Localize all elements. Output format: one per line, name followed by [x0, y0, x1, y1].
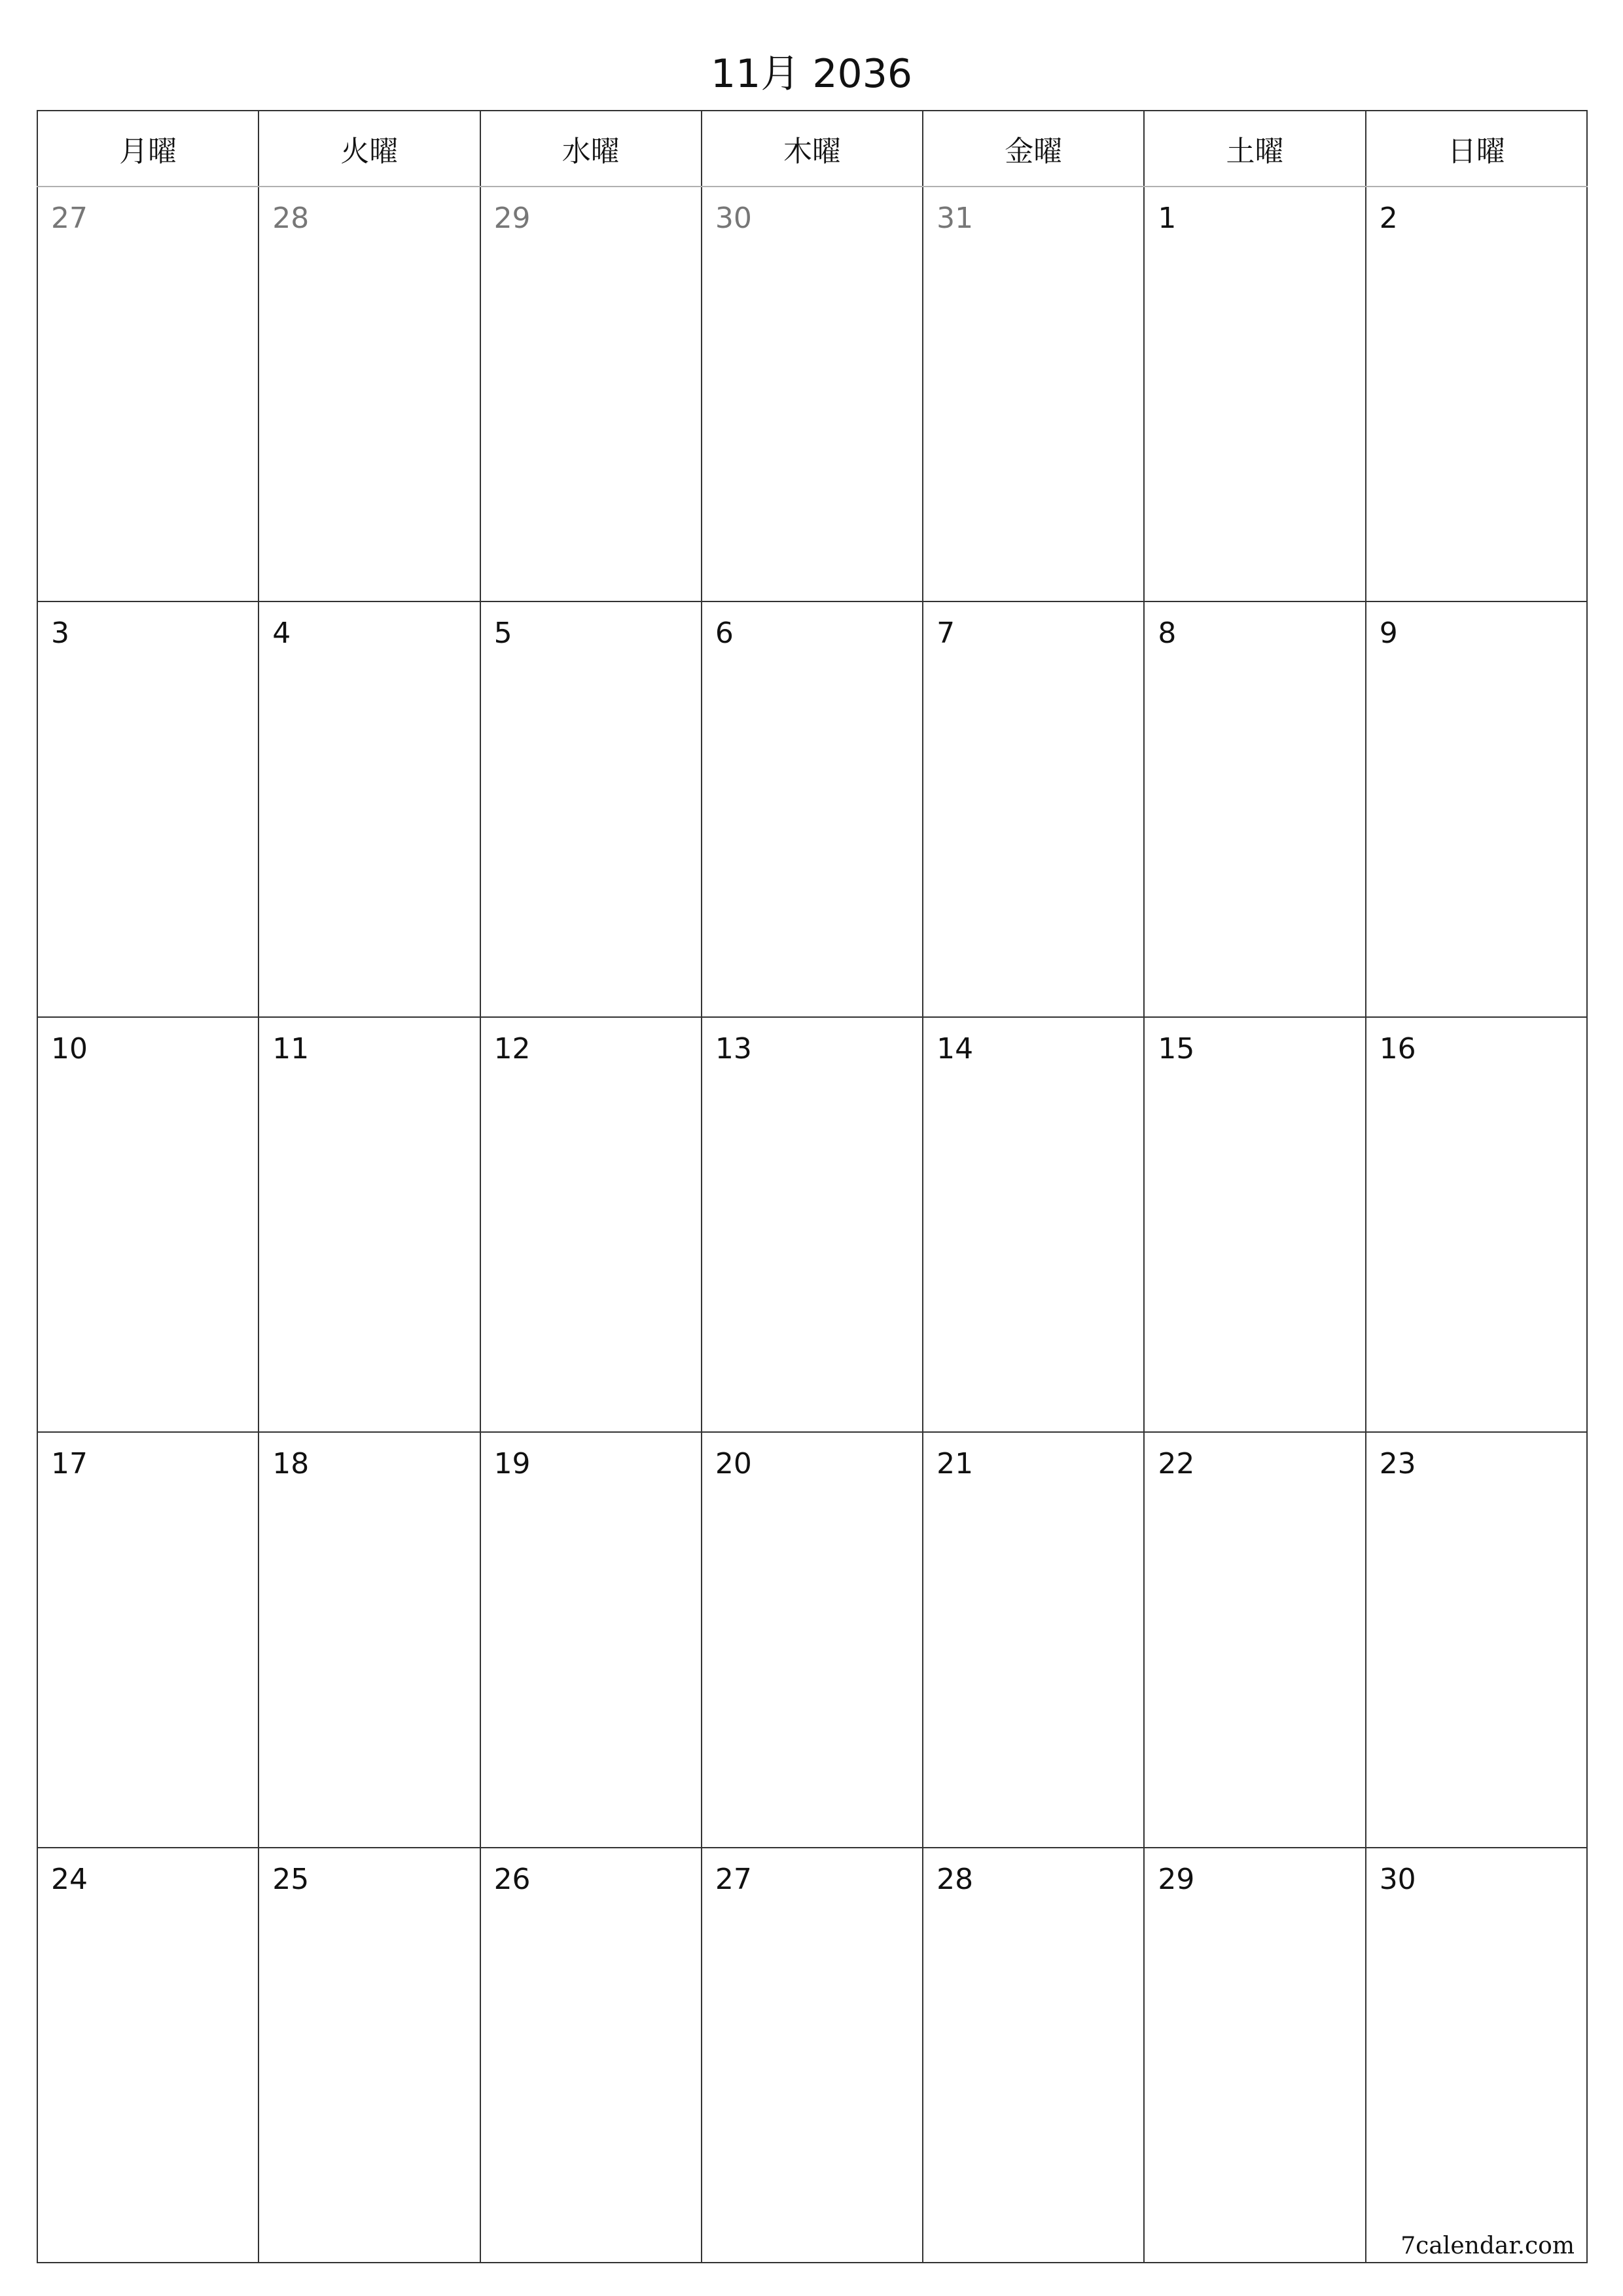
weekday-tuesday: 火曜 [259, 111, 480, 187]
day-cell[interactable] [480, 601, 702, 1016]
day-cell[interactable] [1144, 1432, 1365, 1847]
week-row [37, 601, 1587, 1016]
day-number: 8 [1158, 617, 1177, 651]
calendar-title: 11月 2036 [710, 51, 913, 97]
day-number: 27 [715, 1862, 752, 1896]
week-row [37, 1017, 1587, 1432]
day-number: 21 [936, 1447, 974, 1481]
day-number: 10 [51, 1031, 88, 1066]
week-row [37, 1848, 1587, 2263]
day-cell[interactable] [1366, 601, 1587, 1016]
day-number: 27 [51, 202, 88, 235]
day-number: 2 [1379, 202, 1398, 235]
day-number: 29 [1158, 1862, 1195, 1896]
day-cell[interactable] [37, 1848, 259, 2263]
day-cell[interactable] [702, 1432, 923, 1847]
day-cell[interactable] [259, 187, 480, 601]
day-number: 13 [715, 1031, 752, 1066]
day-number: 16 [1379, 1031, 1416, 1066]
day-cell[interactable] [923, 1432, 1144, 1847]
day-cell[interactable] [923, 187, 1144, 601]
day-cell[interactable] [702, 1017, 923, 1432]
day-cell[interactable] [1144, 1848, 1365, 2263]
day-cell[interactable] [259, 1848, 480, 2263]
day-cell[interactable] [259, 1017, 480, 1432]
day-cell[interactable] [702, 187, 923, 601]
week-row [37, 1432, 1587, 1847]
day-cell[interactable] [923, 601, 1144, 1016]
day-number: 7 [936, 617, 955, 651]
day-number: 29 [493, 202, 531, 235]
day-number: 31 [936, 202, 974, 235]
day-number: 9 [1379, 617, 1398, 651]
day-cell[interactable] [259, 1432, 480, 1847]
day-number: 30 [715, 202, 752, 235]
weekday-thursday: 木曜 [702, 111, 923, 187]
day-number: 12 [493, 1031, 531, 1066]
day-number: 14 [936, 1031, 974, 1066]
day-number: 30 [1379, 1862, 1416, 1896]
day-cell[interactable] [37, 187, 259, 601]
day-number: 26 [493, 1862, 531, 1896]
day-cell[interactable] [37, 1017, 259, 1432]
day-number: 3 [51, 617, 69, 651]
day-cell[interactable] [259, 601, 480, 1016]
day-cell[interactable] [480, 187, 702, 601]
day-cell[interactable] [1366, 1848, 1587, 2263]
weekday-friday: 金曜 [923, 111, 1144, 187]
day-number: 28 [936, 1862, 974, 1896]
weekday-saturday: 土曜 [1144, 111, 1365, 187]
day-number: 23 [1379, 1447, 1416, 1481]
weekday-header-row [37, 111, 1587, 187]
day-cell[interactable] [1144, 187, 1365, 601]
day-cell[interactable] [1144, 601, 1365, 1016]
day-number: 15 [1158, 1031, 1195, 1066]
day-number: 17 [51, 1447, 88, 1481]
day-cell[interactable] [702, 601, 923, 1016]
day-cell[interactable] [1144, 1017, 1365, 1432]
day-cell[interactable] [1366, 187, 1587, 601]
day-cell[interactable] [480, 1017, 702, 1432]
calendar-grid [37, 110, 1588, 2263]
day-number: 20 [715, 1447, 752, 1481]
weekday-monday: 月曜 [37, 111, 259, 187]
day-number: 5 [493, 617, 512, 651]
day-cell[interactable] [480, 1432, 702, 1847]
day-number: 25 [272, 1862, 310, 1896]
day-number: 24 [51, 1862, 88, 1896]
day-cell[interactable] [923, 1017, 1144, 1432]
day-number: 28 [272, 202, 310, 235]
site-watermark: 7calendar.com [1400, 2233, 1575, 2259]
day-cell[interactable] [923, 1848, 1144, 2263]
week-row [37, 187, 1587, 601]
day-cell[interactable] [1366, 1017, 1587, 1432]
day-number: 6 [715, 617, 734, 651]
day-cell[interactable] [702, 1848, 923, 2263]
day-number: 11 [272, 1031, 310, 1066]
day-cell[interactable] [1366, 1432, 1587, 1847]
day-number: 1 [1158, 202, 1177, 235]
calendar-weeks [37, 187, 1587, 2263]
day-cell[interactable] [480, 1848, 702, 2263]
day-number: 19 [493, 1447, 531, 1481]
weekday-wednesday: 水曜 [480, 111, 702, 187]
day-number: 4 [272, 617, 291, 651]
weekday-sunday: 日曜 [1366, 111, 1587, 187]
day-cell[interactable] [37, 601, 259, 1016]
day-number: 22 [1158, 1447, 1195, 1481]
day-number: 18 [272, 1447, 310, 1481]
day-cell[interactable] [37, 1432, 259, 1847]
